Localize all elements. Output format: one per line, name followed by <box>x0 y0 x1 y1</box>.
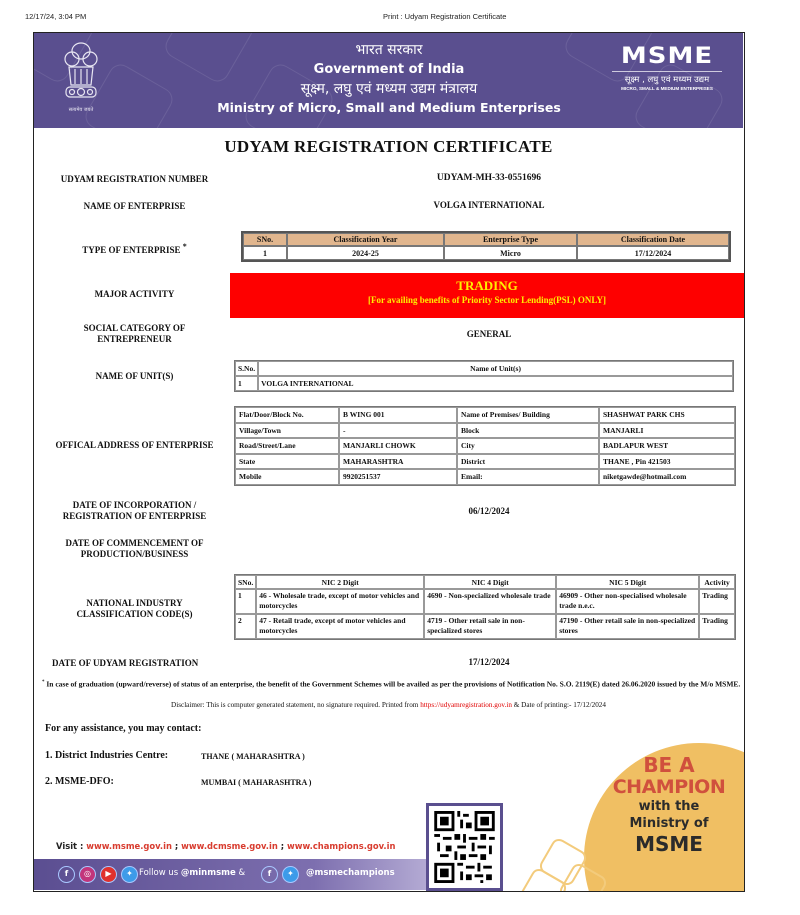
cell: 1 <box>243 246 287 260</box>
separator: ; <box>171 841 182 851</box>
cell: 47 - Retail trade, except of motor vehicles and motorcycles <box>256 614 424 639</box>
cell: 2 <box>235 614 256 639</box>
cell: Village/Town <box>235 423 339 439</box>
msme-dfo-value: MUMBAI ( MAHARASHTRA ) <box>201 778 312 787</box>
follow-prefix: Follow us <box>139 868 181 878</box>
major-activity-value: TRADING <box>456 278 518 293</box>
classification-table <box>241 231 731 262</box>
udyam-date-label: DATE OF UDYAM REGISTRATION <box>52 658 199 668</box>
address-table <box>234 406 736 486</box>
nic-label: NATIONAL INDUSTRY CLASSIFICATION CODE(S) <box>76 598 193 619</box>
champions-link[interactable]: www.champions.gov.in <box>286 841 396 851</box>
cell: MANJARLI <box>599 423 735 439</box>
cell: Name of Premises/ Building <box>457 407 599 423</box>
col-header: Activity <box>699 575 735 589</box>
twitter-icon[interactable]: ✦ <box>121 866 138 883</box>
table-row <box>235 423 735 439</box>
udyam-date-value: 17/12/2024 <box>468 657 510 667</box>
visit-prefix: Visit : <box>56 841 87 851</box>
cell: VOLGA INTERNATIONAL <box>258 376 733 391</box>
english-government-title: Government of India <box>313 62 465 77</box>
enterprise-type-label-text: TYPE OF ENTERPRISE <box>82 245 181 255</box>
msme-logo-english: MICRO, SMALL & MEDIUM ENTERPRISES <box>621 86 713 91</box>
hindi-government-title: भारत सरकार <box>355 42 423 58</box>
col-header: NIC 4 Digit <box>424 575 556 589</box>
cell: Flat/Door/Block No. <box>235 407 339 423</box>
facebook-icon[interactable]: f <box>261 866 278 883</box>
table-row <box>235 376 733 391</box>
cell: Trading <box>699 589 735 614</box>
dcmsme-link[interactable]: www.dcmsme.gov.in <box>181 841 278 851</box>
registration-number-label: UDYAM REGISTRATION NUMBER <box>60 174 209 184</box>
msme-dfo-label: 2. MSME-DFO: <box>45 776 114 787</box>
commencement-date-label: DATE OF COMMENCEMENT OF PRODUCTION/BUSINESS <box>65 538 204 559</box>
slogan-line-3: with the <box>638 799 700 814</box>
facebook-icon[interactable]: f <box>58 866 75 883</box>
cell: MANJARLI CHOWK <box>339 438 457 454</box>
cell: City <box>457 438 599 454</box>
table-row <box>235 614 735 639</box>
footnote-text: In case of graduation (upward/reverse) of status of an enterprise, the benefit of the Government Schemes will be availed as per the provisions of Notification No. S.O. 2119(E) dated 26.06.2020 issued by the M/o MSME. <box>46 679 741 689</box>
disclaimer-suffix: & Date of printing:- 17/12/2024 <box>511 701 606 709</box>
english-ministry-title: Ministry of Micro, Small and Medium Enterprises <box>217 100 561 115</box>
emblem-caption: सत्यमेव जयते <box>68 107 94 113</box>
table-row <box>235 589 735 614</box>
banner-titles <box>184 41 594 117</box>
msme-logo <box>612 43 722 91</box>
youtube-icon[interactable]: ▶ <box>100 866 117 883</box>
print-page-title: Print : Udyam Registration Certificate <box>383 12 507 21</box>
cell: District <box>457 454 599 470</box>
cell: Trading <box>699 614 735 639</box>
table-row <box>235 407 735 423</box>
cell: 46 - Wholesale trade, except of motor vehicles and motorcycles <box>256 589 424 614</box>
dic-label: 1. District Industries Centre: <box>45 750 169 761</box>
major-activity-label: MAJOR ACTIVITY <box>94 289 175 299</box>
cell: MAHARASHTRA <box>339 454 457 470</box>
cell: State <box>235 454 339 470</box>
table-row <box>235 454 735 470</box>
social-category-value: GENERAL <box>466 329 512 339</box>
follow-text <box>139 868 245 878</box>
qr-code <box>426 803 503 891</box>
units-label: NAME OF UNIT(S) <box>95 371 174 381</box>
certificate <box>33 32 745 892</box>
cell: THANE , Pin 421503 <box>599 454 735 470</box>
social-follow-bar <box>34 859 434 890</box>
cell: 1 <box>235 589 256 614</box>
qr-code-icon <box>434 811 495 883</box>
cell: B WING 001 <box>339 407 457 423</box>
cell: Block <box>457 423 599 439</box>
dic-value: THANE ( MAHARASHTRA ) <box>201 752 305 761</box>
cell: 46909 - Other non-specialised wholesale trade n.e.c. <box>556 589 699 614</box>
incorporation-date-value: 06/12/2024 <box>468 506 510 516</box>
graduation-footnote <box>42 678 742 690</box>
cell: Micro <box>444 246 577 260</box>
instagram-icon[interactable]: ◎ <box>79 866 96 883</box>
cell: 4690 - Non-specialized wholesale trade <box>424 589 556 614</box>
disclaimer-prefix: Disclaimer: This is computer generated statement, no signature required. Printed from <box>171 701 421 709</box>
separator: ; <box>277 841 287 851</box>
cell: 2024-25 <box>287 246 444 260</box>
table-row <box>243 246 729 260</box>
slogan-line-2: CHAMPION <box>612 776 726 798</box>
address-label: OFFICAL ADDRESS OF ENTERPRISE <box>55 440 214 450</box>
col-header: Name of Unit(s) <box>258 361 733 376</box>
enterprise-name-value: VOLGA INTERNATIONAL <box>433 200 545 210</box>
cell: 1 <box>235 376 258 391</box>
slogan-line-5: MSME <box>635 832 703 856</box>
cell: 4719 - Other retail sale in non-specialized stores <box>424 614 556 639</box>
enterprise-type-label <box>42 241 227 256</box>
table-row <box>235 469 735 485</box>
slogan-line-1: BE A <box>643 753 695 777</box>
print-timestamp: 12/17/24, 3:04 PM <box>25 12 87 21</box>
print-header <box>0 12 800 24</box>
units-table <box>234 360 734 392</box>
col-header: Classification Date <box>577 233 729 246</box>
cell: Mobile <box>235 469 339 485</box>
champion-slogan <box>594 755 744 856</box>
msme-link[interactable]: www.msme.gov.in <box>86 841 172 851</box>
assistance-heading: For any assistance, you may contact: <box>45 723 202 734</box>
cell: Road/Street/Lane <box>235 438 339 454</box>
nic-table <box>234 574 736 640</box>
msme-logo-hindi: सूक्ष्म , लघु एवं मध्यम उद्यम <box>612 71 722 85</box>
government-banner <box>34 33 743 128</box>
handle-msmechampions[interactable]: @msmechampions <box>306 868 395 878</box>
email-value: niketgawde@hotmail.com <box>599 469 735 485</box>
cell: SHASHWAT PARK CHS <box>599 407 735 423</box>
cell: BADLAPUR WEST <box>599 438 735 454</box>
national-emblem-icon <box>61 41 101 109</box>
psl-note: [For availing benefits of Priority Sector Lending(PSL) ONLY] <box>367 295 607 305</box>
registration-number-value: UDYAM-MH-33-0551696 <box>436 173 542 183</box>
enterprise-name-label: NAME OF ENTERPRISE <box>83 201 186 211</box>
udyam-registration-link[interactable]: https://udyamregistration.gov.in <box>420 701 512 709</box>
hindi-ministry-title: सूक्ष्म, लघु एवं मध्यम उद्यम मंत्रालय <box>300 81 478 97</box>
asterisk-marker: * <box>182 242 187 251</box>
cell: Email: <box>457 469 599 485</box>
major-activity-banner <box>230 273 744 318</box>
col-header: Classification Year <box>287 233 444 246</box>
asterisk-marker: * <box>42 680 45 685</box>
col-header: NIC 5 Digit <box>556 575 699 589</box>
cell: 9920251537 <box>339 469 457 485</box>
twitter-icon[interactable]: ✦ <box>282 866 299 883</box>
certificate-title: UDYAM REGISTRATION CERTIFICATE <box>224 137 553 156</box>
handle-minmsme[interactable]: @minmsme <box>180 868 236 878</box>
col-header: NIC 2 Digit <box>256 575 424 589</box>
col-header: S.No. <box>235 361 258 376</box>
cell: 17/12/2024 <box>577 246 729 260</box>
ampersand: & <box>235 868 246 878</box>
disclaimer <box>34 701 743 709</box>
col-header: Enterprise Type <box>444 233 577 246</box>
cell: 47190 - Other retail sale in non-specialized stores <box>556 614 699 639</box>
cell: - <box>339 423 457 439</box>
col-header: SNo. <box>235 575 256 589</box>
table-row <box>235 438 735 454</box>
msme-logo-word: MSME <box>620 43 714 69</box>
social-category-label: SOCIAL CATEGORY OF ENTREPRENEUR <box>83 323 186 344</box>
incorporation-date-label: DATE OF INCORPORATION / REGISTRATION OF ENTERPRISE <box>62 500 207 521</box>
slogan-line-4: Ministry of <box>629 816 709 831</box>
col-header: SNo. <box>243 233 287 246</box>
visit-links <box>56 841 395 851</box>
